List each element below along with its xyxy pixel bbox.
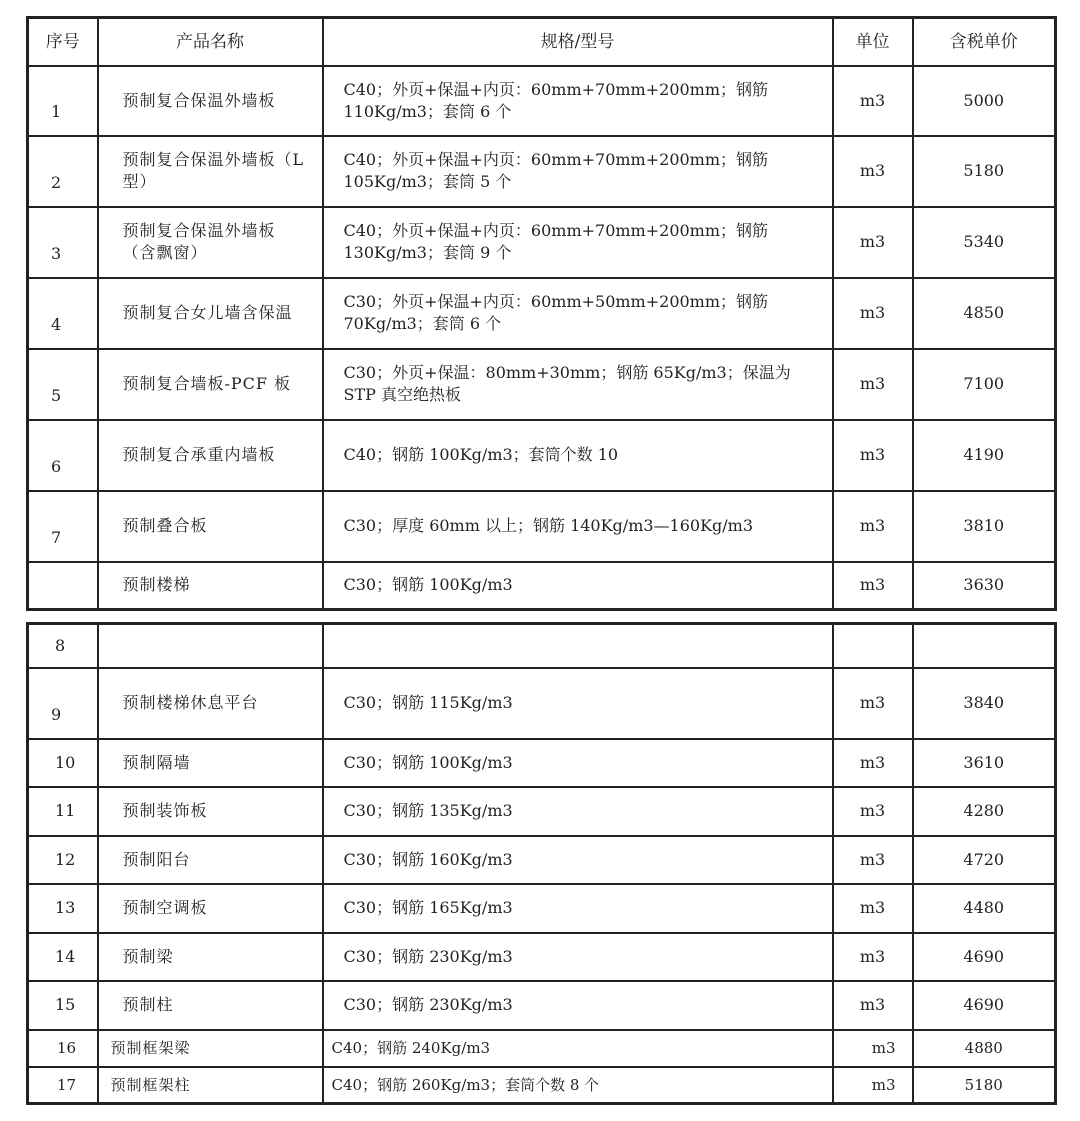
table-row xyxy=(28,933,1056,981)
row-unit: m3 xyxy=(833,981,913,1030)
row-price xyxy=(913,624,1056,668)
row-no: 7 xyxy=(28,491,98,562)
table-row xyxy=(28,884,1056,933)
row-spec: C30；钢筋 160Kg/m3 xyxy=(323,836,833,884)
row-name: 预制楼梯休息平台 xyxy=(98,668,323,739)
row-spec: C40；钢筋 260Kg/m3；套筒个数 8 个 xyxy=(323,1067,833,1104)
table-row xyxy=(28,207,1056,278)
row-name: 预制柱 xyxy=(98,981,323,1030)
row-spec: C40；钢筋 240Kg/m3 xyxy=(323,1030,833,1067)
row-name: 预制复合保温外墙板（L型） xyxy=(98,136,323,207)
row-unit: m3 xyxy=(833,420,913,491)
row-unit: m3 xyxy=(833,836,913,884)
row-unit: m3 xyxy=(833,884,913,933)
row-price: 5180 xyxy=(913,136,1056,207)
table-row xyxy=(28,420,1056,491)
table-row xyxy=(28,981,1056,1030)
row-no: 9 xyxy=(28,668,98,739)
row-unit: m3 xyxy=(833,1030,913,1067)
row-unit: m3 xyxy=(833,1067,913,1104)
table-row xyxy=(28,562,1056,610)
row-no: 8 xyxy=(28,624,98,668)
row-unit: m3 xyxy=(833,207,913,278)
table-row xyxy=(28,278,1056,349)
row-spec: C40；外页+保温+内页：60mm+70mm+200mm；钢筋 110Kg/m3；套筒 6 个 xyxy=(323,66,833,136)
row-name: 预制叠合板 xyxy=(98,491,323,562)
table-row xyxy=(28,624,1056,668)
row-name: 预制框架梁 xyxy=(98,1030,323,1067)
header-spec: 规格/型号 xyxy=(323,18,833,66)
table-row xyxy=(28,491,1056,562)
row-price: 4690 xyxy=(913,933,1056,981)
row-unit: m3 xyxy=(833,562,913,610)
table-row xyxy=(28,136,1056,207)
row-name xyxy=(98,624,323,668)
row-unit: m3 xyxy=(833,787,913,836)
row-price: 7100 xyxy=(913,349,1056,420)
row-price: 3840 xyxy=(913,668,1056,739)
header-price: 含税单价 xyxy=(913,18,1056,66)
row-price: 5340 xyxy=(913,207,1056,278)
row-no: 4 xyxy=(28,278,98,349)
row-no: 12 xyxy=(28,836,98,884)
row-name: 预制楼梯 xyxy=(98,562,323,610)
row-name: 预制装饰板 xyxy=(98,787,323,836)
row-spec: C40；钢筋 100Kg/m3；套筒个数 10 xyxy=(323,420,833,491)
row-unit: m3 xyxy=(833,491,913,562)
header-unit: 单位 xyxy=(833,18,913,66)
row-unit: m3 xyxy=(833,136,913,207)
table-row xyxy=(28,787,1056,836)
row-spec: C30；钢筋 100Kg/m3 xyxy=(323,562,833,610)
row-no: 10 xyxy=(28,739,98,787)
row-no: 6 xyxy=(28,420,98,491)
row-unit: m3 xyxy=(833,278,913,349)
header-no: 序号 xyxy=(28,18,98,66)
row-price: 4720 xyxy=(913,836,1056,884)
header-name: 产品名称 xyxy=(98,18,323,66)
row-no: 11 xyxy=(28,787,98,836)
row-name: 预制复合承重内墙板 xyxy=(98,420,323,491)
table-row xyxy=(28,1030,1056,1067)
price-table-part-2 xyxy=(26,622,1057,1105)
row-name: 预制阳台 xyxy=(98,836,323,884)
row-no: 15 xyxy=(28,981,98,1030)
row-price: 4880 xyxy=(913,1030,1056,1067)
row-no: 2 xyxy=(28,136,98,207)
table-row xyxy=(28,668,1056,739)
row-price: 4280 xyxy=(913,787,1056,836)
row-name: 预制隔墙 xyxy=(98,739,323,787)
row-name: 预制框架柱 xyxy=(98,1067,323,1104)
row-price: 4690 xyxy=(913,981,1056,1030)
row-unit: m3 xyxy=(833,739,913,787)
row-price: 5180 xyxy=(913,1067,1056,1104)
row-unit: m3 xyxy=(833,933,913,981)
row-no: 13 xyxy=(28,884,98,933)
row-name: 预制复合保温外墙板（含飘窗） xyxy=(98,207,323,278)
table-row xyxy=(28,349,1056,420)
table-row xyxy=(28,739,1056,787)
row-no: 17 xyxy=(28,1067,98,1104)
row-no: 5 xyxy=(28,349,98,420)
row-spec: C30；钢筋 230Kg/m3 xyxy=(323,981,833,1030)
row-price: 3610 xyxy=(913,739,1056,787)
row-spec: C40；外页+保温+内页：60mm+70mm+200mm；钢筋 105Kg/m3；套筒 5 个 xyxy=(323,136,833,207)
row-no xyxy=(28,562,98,610)
row-price: 4190 xyxy=(913,420,1056,491)
row-name: 预制复合保温外墙板 xyxy=(98,66,323,136)
row-unit: m3 xyxy=(833,66,913,136)
row-name: 预制复合墙板-PCF 板 xyxy=(98,349,323,420)
row-spec: C40；外页+保温+内页：60mm+70mm+200mm；钢筋 130Kg/m3；套筒 9 个 xyxy=(323,207,833,278)
row-no: 16 xyxy=(28,1030,98,1067)
row-price: 3630 xyxy=(913,562,1056,610)
row-spec: C30；钢筋 115Kg/m3 xyxy=(323,668,833,739)
row-price: 4850 xyxy=(913,278,1056,349)
table-header-row xyxy=(28,18,1056,66)
row-spec: C30；钢筋 100Kg/m3 xyxy=(323,739,833,787)
row-spec: C30；外页+保温：80mm+30mm；钢筋 65Kg/m3；保温为 STP 真空绝热板 xyxy=(323,349,833,420)
row-no: 14 xyxy=(28,933,98,981)
row-unit: m3 xyxy=(833,349,913,420)
row-spec: C30；厚度 60mm 以上；钢筋 140Kg/m3—160Kg/m3 xyxy=(323,491,833,562)
row-spec: C30；外页+保温+内页：60mm+50mm+200mm；钢筋 70Kg/m3；套筒 6 个 xyxy=(323,278,833,349)
row-unit xyxy=(833,624,913,668)
row-spec: C30；钢筋 230Kg/m3 xyxy=(323,933,833,981)
table-row xyxy=(28,66,1056,136)
row-spec: C30；钢筋 135Kg/m3 xyxy=(323,787,833,836)
row-name: 预制复合女儿墙含保温 xyxy=(98,278,323,349)
row-price: 5000 xyxy=(913,66,1056,136)
row-spec xyxy=(323,624,833,668)
table-row xyxy=(28,836,1056,884)
row-price: 3810 xyxy=(913,491,1056,562)
row-unit: m3 xyxy=(833,668,913,739)
table-row xyxy=(28,1067,1056,1104)
price-table-part-1 xyxy=(26,16,1057,611)
row-no: 3 xyxy=(28,207,98,278)
row-name: 预制梁 xyxy=(98,933,323,981)
row-name: 预制空调板 xyxy=(98,884,323,933)
row-no: 1 xyxy=(28,66,98,136)
row-spec: C30；钢筋 165Kg/m3 xyxy=(323,884,833,933)
row-price: 4480 xyxy=(913,884,1056,933)
